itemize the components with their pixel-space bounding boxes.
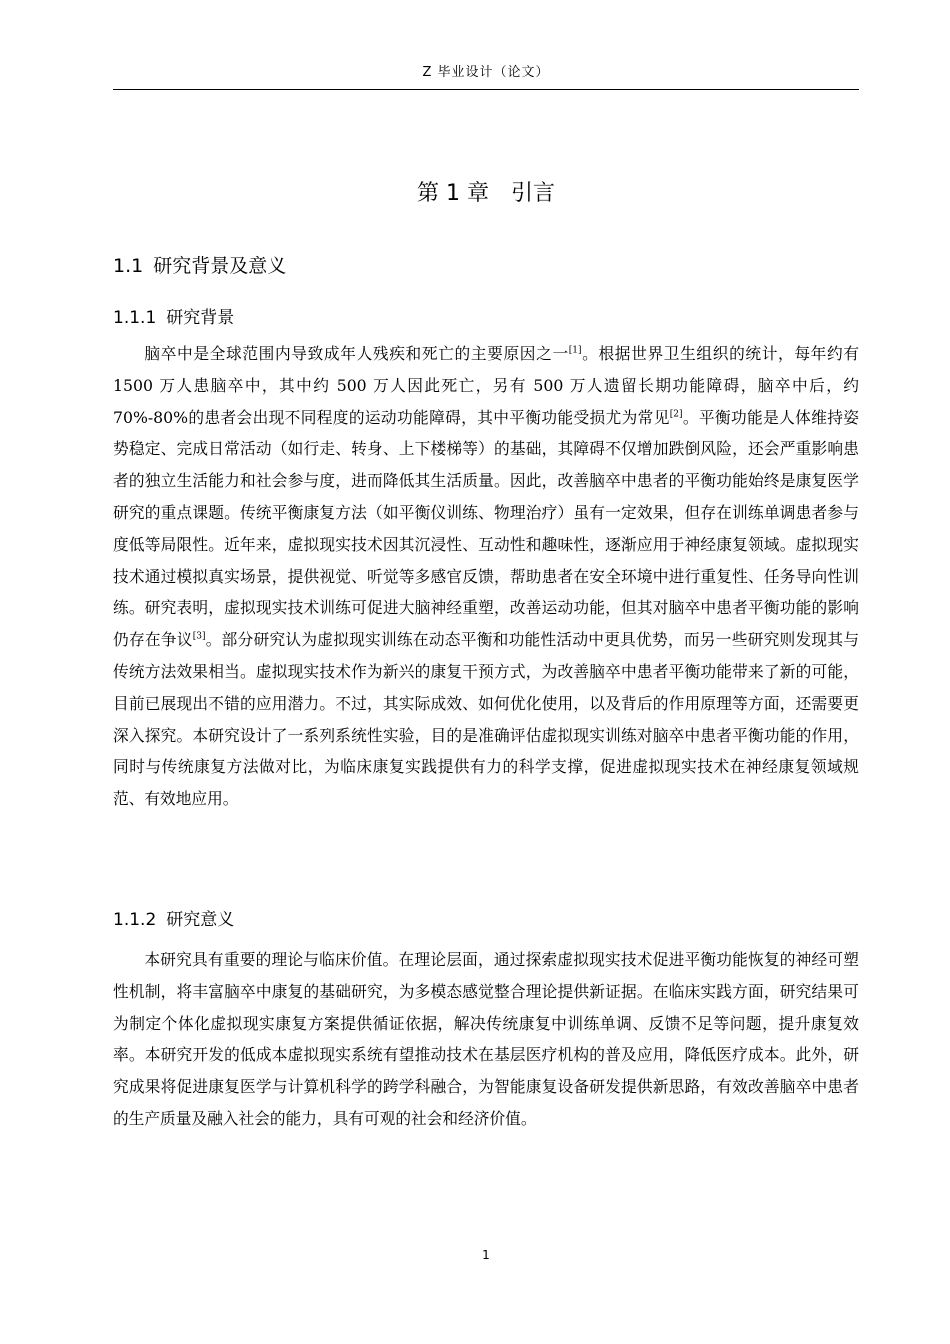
subsection-heading-significance xyxy=(113,906,234,934)
paragraph-text: 。部分研究认为虚拟现实训练在动态平衡和功能性活动中更具优势，而另一些研究则发现其与传统方法效果相当。虚拟现实技术作为新兴的康复干预方式，为改善脑卒中患者平衡功能带来了新的可能，目前已展现出不错的应用潜力。不过，其实际成效、如何优化使用，以及背后的作用原理等方面，还需要更深入探究。本研究设计了一系列系统性实验，目的是准确评估虚拟现实训练对脑卒中患者平衡功能的作用，同时与传统康复方法做对比，为临床康复实践提供有力的科学支撑，促进虚拟现实技术在神经康复领域规范、有效地应用。 xyxy=(113,630,860,809)
section-heading xyxy=(113,250,286,282)
chapter-title xyxy=(113,176,859,212)
citation-ref: [2] xyxy=(669,408,683,419)
subsection-name: 研究背景 xyxy=(166,308,235,328)
subsection-number: 1.1.2 xyxy=(113,910,157,930)
significance-paragraph: 本研究具有重要的理论与临床价值。在理论层面，通过探索虚拟现实技术促进平衡功能恢复的神经可塑性机制，将丰富脑卒中康复的基础研究，为多模态感觉整合理论提供新证据。在临床实践方面，研究结果可为制定个体化虚拟现实康复方案提供循证依据，解决传统康复中训练单调、反馈不足等问题，提升康复效率。本研究开发的低成本虚拟现实系统有望推动技术在基层医疗机构的普及应用，降低医疗成本。此外，研究成果将促进康复医学与计算机科学的跨学科融合，为智能康复设备研发提供新思路，有效改善脑卒中患者的生产质量及融入社会的能力，具有可观的社会和经济价值。 xyxy=(113,950,859,1128)
background-paragraph xyxy=(113,338,859,815)
header-rule xyxy=(113,89,859,90)
chapter-number: 第 1 章 xyxy=(417,181,489,206)
page-number: 1 xyxy=(482,1248,490,1262)
paragraph-text: 。平衡功能是人体维持姿势稳定、完成日常活动（如行走、转身、上下楼梯等）的基础，其障碍不仅增加跌倒风险，还会严重影响患者的独立生活能力和社会参与度，进而降低其生活质量。因此，改善脑卒中患者的平衡功能始终是康复医学研究的重点课题。传统平衡康复方法（如平衡仪训练、物理治疗）虽有一定效果，但存在训练单调患者参与度低等局限性。近年来，虚拟现实技术因其沉浸性、互动性和趣味性，逐渐应用于神经康复领域。虚拟现实技术通过模拟真实场景，提供视觉、听觉等多感官反馈，帮助患者在安全环境中进行重复性、任务导向性训练。研究表明，虚拟现实技术训练可促进大脑神经重塑，改善运动功能，但其对脑卒中患者平衡功能的影响仍存在争议 xyxy=(113,407,859,650)
subsection-name: 研究意义 xyxy=(166,910,235,930)
paragraph-text: 。根据世界卫生组织的统计，每年约有 1500 万人患脑卒中，其中约 500 万人因此死亡，另有 500 万人遗留长期功能障碍，脑卒中后，约 70%-80%的患者会出现不同程度的运动功能障碍，其中平衡功能受损尤为常见 xyxy=(113,344,860,427)
subsection-heading-background xyxy=(113,304,234,332)
citation-ref: [3] xyxy=(192,631,206,642)
running-header: Z 毕业设计（论文） xyxy=(422,65,550,80)
subsection-number: 1.1.1 xyxy=(113,308,157,328)
section-name: 研究背景及意义 xyxy=(153,255,287,277)
chapter-name: 引言 xyxy=(510,181,555,206)
paragraph-text: 脑卒中是全球范围内导致成年人残疾和死亡的主要原因之一 xyxy=(144,344,569,363)
citation-ref: [1] xyxy=(568,345,582,356)
section-number: 1.1 xyxy=(113,255,144,277)
